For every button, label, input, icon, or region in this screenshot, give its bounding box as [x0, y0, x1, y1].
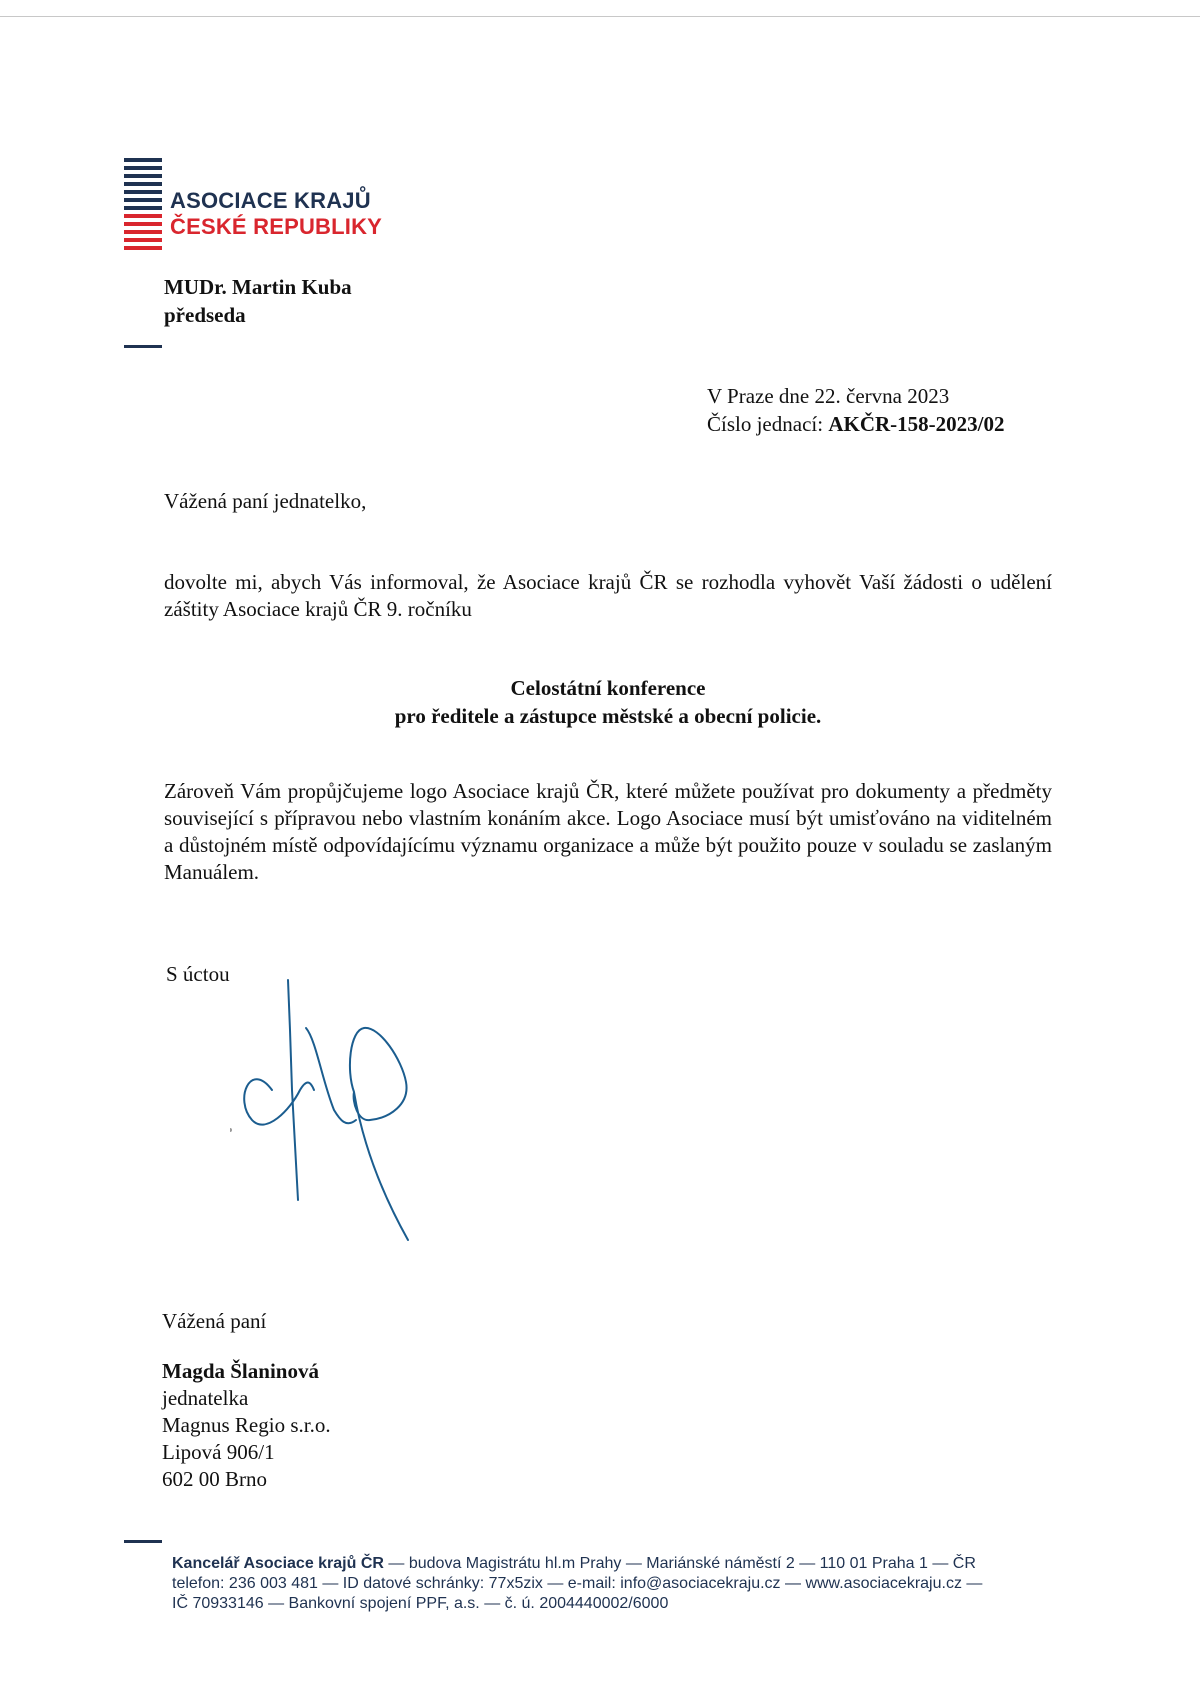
- sender-title: předseda: [164, 303, 246, 327]
- event-title-line-1: Celostátní konference: [510, 676, 706, 700]
- closing: S úctou: [166, 962, 230, 986]
- event-title: [164, 674, 1052, 730]
- footer-line-2: telefon: 236 003 481 — ID datové schránky: 77x5zix — e-mail: info@asociacekraju.cz — www.asociacekraju.cz —: [172, 1575, 983, 1592]
- recipient-address: [162, 1358, 331, 1493]
- footer-line-1: [172, 1554, 1072, 1574]
- reference-line: [707, 410, 1004, 438]
- logo-line-1: ASOCIACE KRAJŮ: [170, 188, 371, 213]
- footer-address: — budova Magistrátu hl.m Prahy — Mariánské náměstí 2 — 110 01 Praha 1 — ČR: [383, 1555, 976, 1572]
- greeting: Vážená paní jednatelko,: [164, 489, 367, 513]
- recipient-role: jednatelka: [162, 1386, 249, 1410]
- date-reference-block: [707, 382, 1004, 438]
- recipient-name: Magda Šlaninová: [162, 1359, 319, 1383]
- footer-office: Kancelář Asociace krajů ČR: [172, 1555, 384, 1572]
- paragraph-intro: dovolte mi, abych Vás informoval, že Asociace krajů ČR se rozhodla vyhovět Vaší žádosti o udělení záštity Asociace krajů ČR 9. ročníku: [164, 570, 1052, 621]
- scan-edge-line: [0, 16, 1200, 17]
- sender-block: [164, 273, 352, 329]
- logo-wordmark: [170, 188, 382, 240]
- footer: [172, 1554, 1072, 1614]
- recipient-company: Magnus Regio s.r.o.: [162, 1413, 331, 1437]
- paragraph-logo-license: Zároveň Vám propůjčujeme logo Asociace krajů ČR, které můžete používat pro dokumenty a předměty související s přípravou nebo vlastním konáním akce. Logo Asociace musí být umisťováno na viditelném a důstojném místě odpovídajícímu významu organizace a může být použito pouze v souladu se zaslaným Manuálem.: [164, 779, 1052, 884]
- recipient-city: 602 00 Brno: [162, 1467, 267, 1491]
- recipient-salutation: Vážená paní: [162, 1309, 267, 1333]
- handwritten-signature: [230, 970, 430, 1250]
- sender-name: MUDr. Martin Kuba: [164, 275, 352, 299]
- logo-stripes: [124, 158, 162, 254]
- reference-number: AKČR-158-2023/02: [828, 412, 1005, 436]
- divider-rule: [124, 345, 162, 348]
- date-line: V Praze dne 22. června 2023: [707, 384, 950, 408]
- footer-divider-rule: [124, 1540, 162, 1543]
- recipient-street: Lipová 906/1: [162, 1440, 275, 1464]
- logo-line-2: ČESKÉ REPUBLIKY: [170, 214, 383, 239]
- reference-label: Číslo jednací:: [707, 412, 824, 436]
- footer-line-3: IČ 70933146 — Bankovní spojení PPF, a.s. — č. ú. 2004440002/6000: [172, 1595, 669, 1612]
- event-title-line-2: pro ředitele a zástupce městské a obecní policie.: [394, 704, 822, 728]
